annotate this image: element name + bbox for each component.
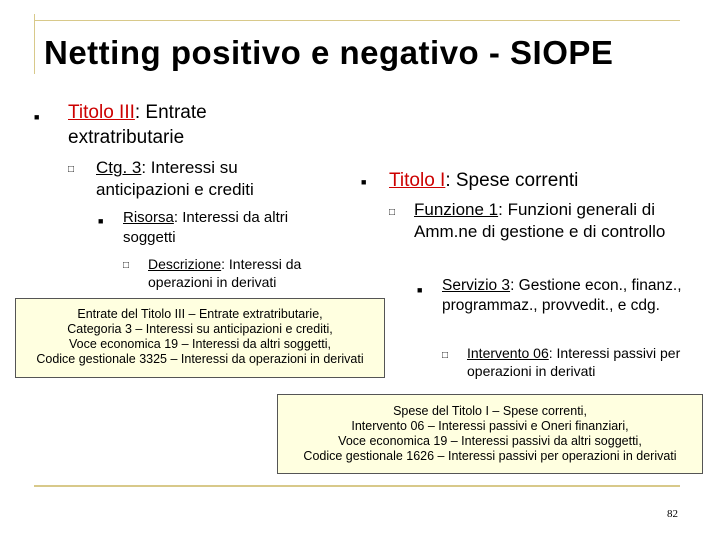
square-bullet-icon: [34, 111, 39, 123]
entrate-callout-line: Entrate del Titolo III – Entrate extratributarie,: [77, 307, 323, 321]
right-level3-item: [442, 276, 692, 316]
entrate-callout-box: [15, 298, 385, 378]
right-level1-item: [389, 168, 689, 193]
entrate-callout-line: Categoria 3 – Interessi su anticipazioni e crediti,: [67, 322, 333, 336]
descrizione-text: : Interessi da operazioni in derivati: [148, 256, 302, 290]
servizio-keyword: Servizio 3: [442, 277, 511, 294]
titolo-iii-keyword: Titolo III: [68, 102, 135, 123]
descrizione-keyword: Descrizione: [148, 256, 222, 272]
spese-callout-line: Spese del Titolo I – Spese correnti,: [393, 404, 587, 418]
risorsa-text: : Interessi da altri soggetti: [123, 209, 289, 246]
hollow-bullet-icon: [68, 163, 74, 175]
entrate-callout-line: Codice gestionale 3325 – Interessi da operazioni in derivati: [36, 352, 364, 366]
hollow-bullet-icon: [389, 206, 395, 218]
entrate-callout-line: Voce economica 19 – Interessi da altri soggetti,: [69, 337, 331, 351]
ctg-keyword: Ctg. 3: [96, 158, 142, 177]
page-number: 82: [667, 508, 678, 520]
servizio-text: : Gestione econ., finanz., programmaz., provvedit., e cdg.: [442, 277, 682, 314]
hollow-bullet-icon: [123, 259, 129, 271]
square-bullet-icon: [361, 176, 366, 188]
right-level2-item: [414, 199, 704, 243]
left-level4-item: [148, 255, 343, 291]
spese-callout-line: Voce economica 19 – Interessi passivi da altri soggetti,: [338, 434, 642, 448]
bottom-rule: [34, 485, 680, 487]
left-rule: [34, 14, 35, 74]
funzione-text: : Funzioni generali di Amm.ne di gestione e di controllo: [414, 200, 666, 241]
titolo-iii-text: : Entrate extratributarie: [68, 102, 207, 148]
slide-title: Netting positivo e negativo - SIOPE: [44, 34, 614, 71]
funzione-keyword: Funzione 1: [414, 200, 499, 219]
spese-callout-box: [277, 394, 703, 474]
spese-callout-line: Intervento 06 – Interessi passivi e Oneri finanziari,: [351, 419, 629, 433]
top-rule: [34, 20, 680, 21]
intervento-text: : Interessi passivi per operazioni in derivati: [467, 345, 681, 379]
right-level4-item: [467, 344, 707, 380]
ctg-text: : Interessi su anticipazioni e crediti: [96, 158, 254, 199]
left-level3-item: [123, 208, 343, 248]
left-level1-item: [68, 100, 318, 150]
intervento-keyword: Intervento 06: [467, 345, 549, 361]
square-bullet-icon: [98, 215, 103, 227]
square-bullet-icon: [417, 284, 422, 296]
titolo-i-text: : Spese correnti: [445, 170, 579, 191]
left-level2-item: [96, 157, 306, 201]
hollow-bullet-icon: [442, 349, 448, 361]
titolo-i-keyword: Titolo I: [389, 170, 446, 191]
risorsa-keyword: Risorsa: [123, 209, 174, 226]
spese-callout-line: Codice gestionale 1626 – Interessi passivi per operazioni in derivati: [303, 449, 677, 463]
